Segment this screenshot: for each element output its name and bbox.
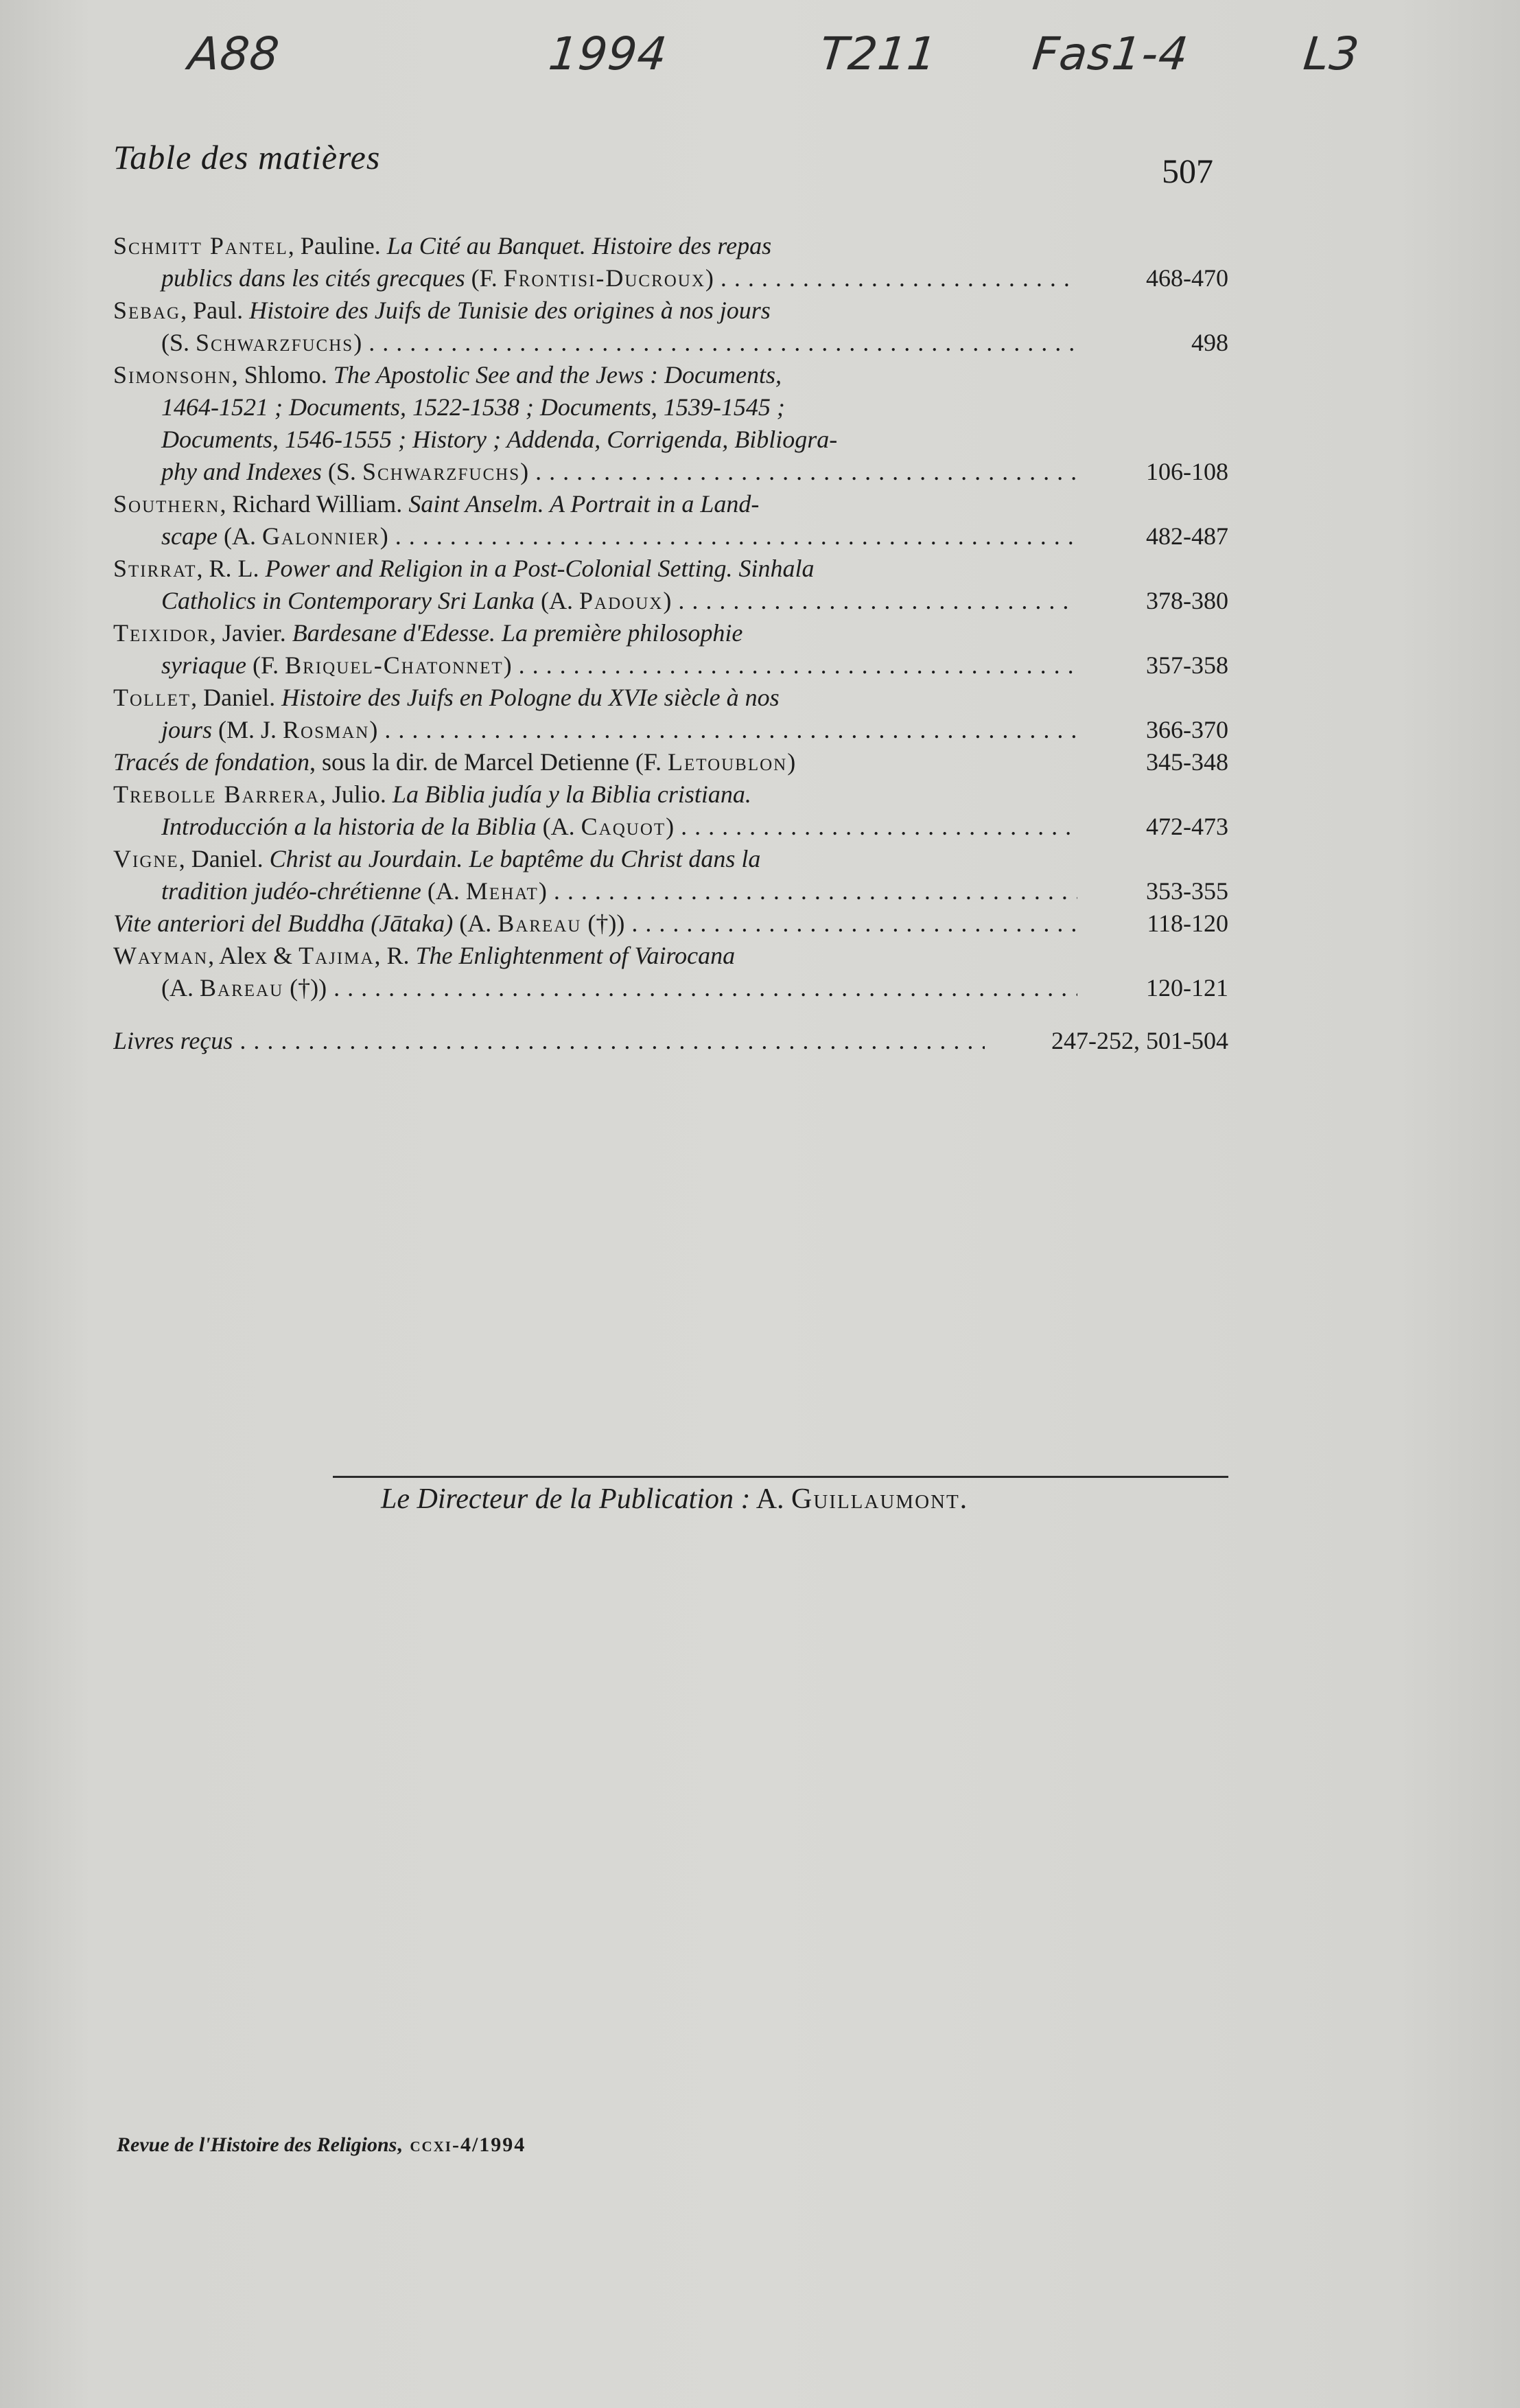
- page-number: 507: [1162, 152, 1213, 190]
- toc-entry: Trebolle Barrera, Julio. La Biblia judía y la Biblia cristiana. Introducción a la historia de la Biblia (A. Caquot) . . . 472-473: [113, 778, 1228, 843]
- page-range: 472-473: [1146, 813, 1228, 840]
- toc-entry: Vigne, Daniel. Christ au Jourdain. Le baptême du Christ dans la tradition judéo-chrétienne (A. Mehat) . . . 353-355: [113, 843, 1228, 907]
- publication-director: Le Directeur de la Publication : A. Guillaumont.: [381, 1483, 968, 1515]
- page-range: 106-108: [1146, 458, 1228, 485]
- page-range: 482-487: [1146, 522, 1228, 550]
- page-range: 378-380: [1146, 587, 1228, 614]
- page-range: 366-370: [1146, 716, 1228, 743]
- handwritten-note: A88: [185, 27, 283, 80]
- handwritten-note: T211: [817, 27, 940, 80]
- page-range: 345-348: [1146, 748, 1228, 776]
- page-range: 247-252, 501-504: [1051, 1027, 1228, 1054]
- page-range: 468-470: [1146, 264, 1228, 292]
- page-range: 353-355: [1146, 877, 1228, 905]
- page-range: 118-120: [1147, 910, 1228, 937]
- handwritten-note: L3: [1300, 27, 1362, 80]
- toc-entry: Simonsohn, Shlomo. The Apostolic See and the Jews : Documents, 1464-1521 ; Documents, 1522-1538 ; Documents, 1539-1545 ; Documents, 1546-1555 ; History ; Addenda, Corrigenda, Bibliogra- phy and Indexes (S. Schwarzfuchs) . . . 106-108: [113, 359, 1228, 488]
- page-range: 120-121: [1146, 974, 1228, 1002]
- journal-footer: Revue de l'Histoire des Religions, ccxi-4/1994: [117, 2133, 526, 2156]
- handwritten-note: Fas1-4: [1029, 27, 1191, 80]
- toc-entry: Schmitt Pantel, Pauline. La Cité au Banquet. Histoire des repas publics dans les cités grecques (F. Frontisi-Ducroux) . . . 468-470: [113, 230, 1228, 294]
- table-of-contents: [113, 230, 1228, 1057]
- page-title: Table des matières: [113, 138, 381, 176]
- divider: [333, 1476, 1228, 1478]
- toc-entry: Teixidor, Javier. Bardesane d'Edesse. La première philosophie syriaque (F. Briquel-Chatonnet) . . . 357-358: [113, 617, 1228, 682]
- handwritten-note: 1994: [546, 27, 670, 80]
- page-range: 498: [1191, 329, 1228, 356]
- toc-entry: Wayman, Alex & Tajima, R. The Enlightenment of Vairocana (A. Bareau (†)) . . . 120-121: [113, 940, 1228, 1004]
- toc-entry: Tollet, Daniel. Histoire des Juifs en Pologne du XVIe siècle à nos jours (M. J. Rosman) . . . 366-370: [113, 682, 1228, 746]
- toc-entry: Sebag, Paul. Histoire des Juifs de Tunisie des origines à nos jours (S. Schwarzfuchs) . . . 498: [113, 294, 1228, 359]
- page-range: 357-358: [1146, 651, 1228, 679]
- toc-entry-livres: Livres reçus . . . 247-252, 501-504: [113, 1025, 1228, 1057]
- toc-entry: Vite anteriori del Buddha (Jātaka) (A. Bareau (†)) . . . 118-120: [113, 907, 1228, 940]
- toc-entry: Tracés de fondation, sous la dir. de Marcel Detienne (F. Letoublon) 345-348: [113, 746, 1228, 778]
- toc-entry: Stirrat, R. L. Power and Religion in a Post-Colonial Setting. Sinhala Catholics in Contemporary Sri Lanka (A. Padoux) . . . 378-380: [113, 553, 1228, 617]
- toc-entry: Southern, Richard William. Saint Anselm. A Portrait in a Land- scape (A. Galonnier) . . . 482-487: [113, 488, 1228, 553]
